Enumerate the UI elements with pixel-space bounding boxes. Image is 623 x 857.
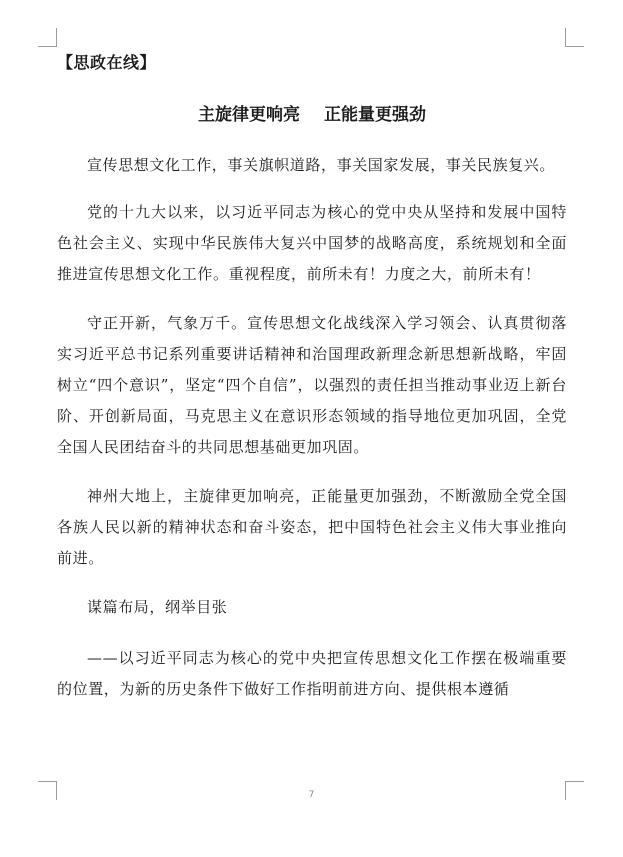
paragraph: 宣传思想文化工作，事关旗帜道路，事关国家发展，事关民族复兴。 <box>87 156 556 174</box>
document-body <box>57 48 567 705</box>
crop-mark-top-left <box>38 28 57 47</box>
paragraph: 守正开新，气象万千。宣传思想文化战线深入学习领会、认真贯彻落实习近平总书记系列重要讲话精神和治国理政新理念新思想新战略，牢固树立“四个意识”，坚定“四个自信”，以强烈的责任担当推动事业迈上新台阶、开创新局面，马克思主义在意识形态领域的指导地位更加巩固，全党全国人民团结奋斗的共同思想基础更加巩固。 <box>57 314 567 456</box>
paragraph: 神州大地上，主旋律更加响亮，正能量更加强劲，不断激励全党全国各族人民以新的精神状态和奋斗姿态，把中国特色社会主义伟大事业推向前进。 <box>57 487 567 567</box>
paragraph: 党的十九大以来，以习近平同志为核心的党中央从坚持和发展中国特色社会主义、实现中华民族伟大复兴中国梦的战略高度，系统规划和全面推进宣传思想文化工作。重视程度，前所未有！力度之大，前所未有！ <box>57 203 567 283</box>
crop-mark-top-right <box>565 28 584 47</box>
section-tag: 【思政在线】 <box>57 53 157 72</box>
page-number: 7 <box>308 790 315 800</box>
subheading: 谋篇布局，纲举目张 <box>87 598 228 616</box>
article-title <box>57 100 567 130</box>
paragraph: ——以习近平同志为核心的党中央把宣传思想文化工作摆在极端重要的位置，为新的历史条件下做好工作指明前进方向、提供根本遵循 <box>57 649 567 698</box>
article-title-part-2: 正能量更强劲 <box>324 105 426 125</box>
article-title-part-1: 主旋律更响亮 <box>198 105 300 125</box>
